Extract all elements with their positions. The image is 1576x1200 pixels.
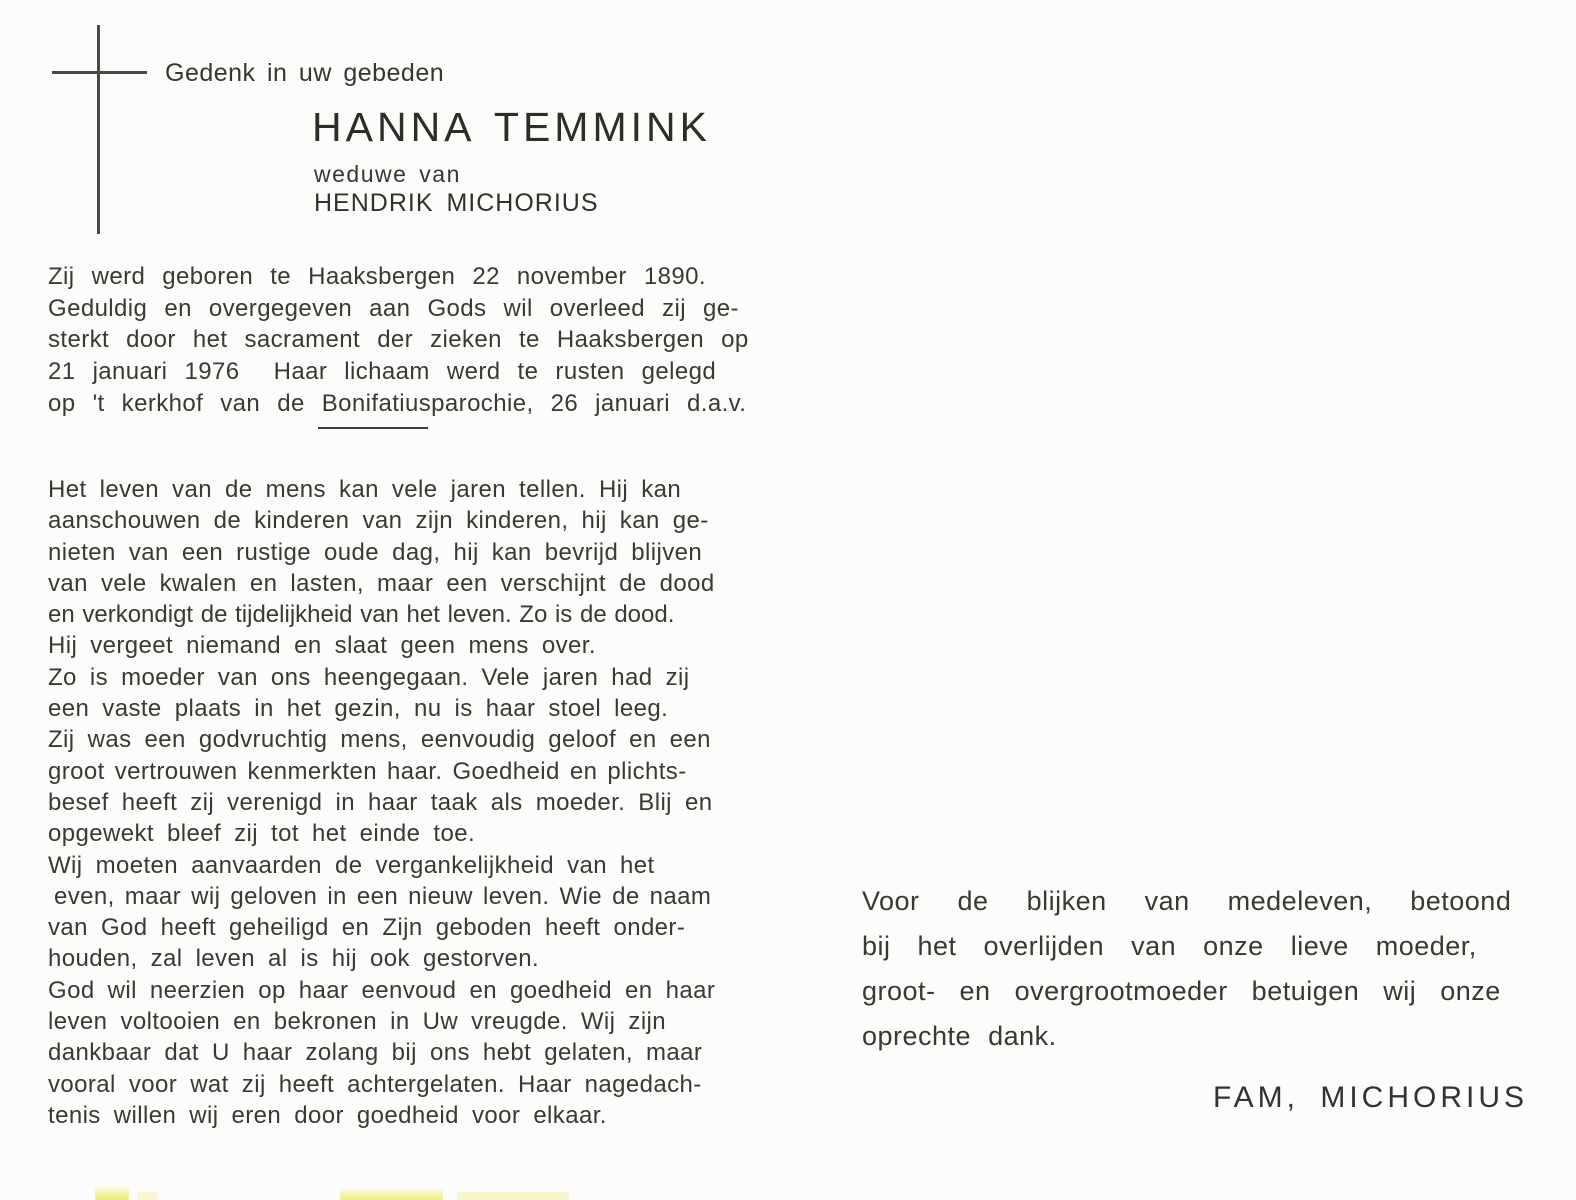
text-line: Hij vergeet niemand en slaat geen mens over.: [48, 632, 596, 660]
text-line: dankbaar dat U haar zolang bij ons hebt gelaten, maar: [48, 1039, 703, 1067]
text-line: bij het overlijden van onze lieve moeder,: [862, 931, 1477, 961]
text-line: Zij werd geboren te Haaksbergen 22 november 1890.: [48, 263, 706, 290]
text-line: Voor de blijken van medeleven, betoond: [862, 886, 1512, 916]
text-line: even, maar wij geloven in een nieuw leven. Wie de naam: [54, 882, 712, 910]
text-line: groot vertrouwen kenmerkten haar. Goedheid en plichts-: [48, 757, 687, 785]
relation-text: weduwe van: [314, 161, 461, 187]
section-divider: [318, 427, 428, 429]
text-line: een vaste plaats in het gezin, nu is haar stoel leeg.: [48, 695, 669, 723]
text-line: leven voltooien en bekronen in Uw vreugde. Wij zijn: [48, 1008, 667, 1036]
deceased-name: HANNA TEMMINK: [312, 104, 711, 150]
spouse-name: HENDRIK MICHORIUS: [314, 189, 599, 217]
text-line: nieten van een rustige oude dag, hij kan bevrijd blijven: [48, 538, 703, 566]
text-line: op 't kerkhof van de Bonifatiusparochie, 26 januari d.a.v.: [48, 389, 747, 417]
text-line: Het leven van de mens kan vele jaren tellen. Hij kan: [48, 476, 682, 503]
text-line: besef heeft zij verenigd in haar taak als moeder. Blij en: [48, 788, 713, 816]
vitae-paragraph: [48, 261, 749, 420]
text-line: sterkt door het sacrament der zieken te Haaksbergen op: [48, 326, 749, 354]
text-line: 21 januari 1976 Haar lichaam werd te rusten gelegd: [48, 358, 717, 386]
scan-artifact-highlight: [95, 1186, 129, 1200]
text-line: opgewekt bleef zij tot het einde toe.: [48, 820, 476, 848]
text-line: Zo is moeder van ons heengegaan. Vele jaren had zij: [48, 663, 690, 691]
text-line: en verkondigt de tijdelijkheid van het leven. Zo is de dood.: [48, 601, 675, 629]
invocation-text: Gedenk in uw gebeden: [165, 59, 445, 87]
text-line: Geduldig en overgegeven aan Gods wil overleed zij ge-: [48, 294, 739, 322]
text-line: houden, zal leven al is hij ook gestorven.: [48, 945, 540, 973]
text-line: groot- en overgrootmoeder betuigen wij onze: [862, 976, 1501, 1006]
text-line: tenis willen wij eren door goedheid voor elkaar.: [48, 1101, 607, 1129]
meditation-paragraph: [48, 474, 715, 1131]
scan-artifact-highlight: [340, 1189, 443, 1200]
text-line: oprechte dank.: [862, 1021, 1057, 1051]
family-signature: FAM, MICHORIUS: [1213, 1081, 1529, 1114]
acknowledgement-paragraph: [862, 879, 1511, 1059]
text-line: vooral voor wat zij heeft achtergelaten. Haar nagedach-: [48, 1070, 702, 1098]
cross-vertical-bar: [97, 25, 100, 234]
scan-artifact-highlight: [457, 1192, 569, 1200]
text-line: God wil neerzien op haar eenvoud en goedheid en haar: [48, 976, 716, 1004]
text-line: aanschouwen de kinderen van zijn kinderen, hij kan ge-: [48, 507, 709, 535]
scan-artifact-highlight: [137, 1192, 158, 1200]
text-line: van God heeft geheiligd en Zijn geboden heeft onder-: [48, 914, 686, 942]
text-line: Zij was een godvruchtig mens, eenvoudig geloof en een: [48, 726, 711, 754]
text-line: van vele kwalen en lasten, maar een verschijnt de dood: [48, 569, 715, 597]
cross-horizontal-bar: [52, 71, 147, 74]
text-line: Wij moeten aanvaarden de vergankelijkheid van het: [48, 851, 655, 879]
